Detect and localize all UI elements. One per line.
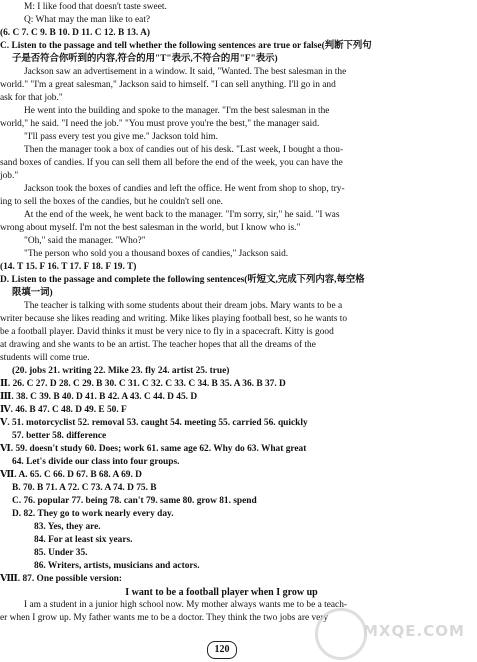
text-line: wrong about myself. I'm not the best salesman in the world, but I know who is.": [0, 223, 301, 233]
text-line: "Oh," said the manager. "Who?": [24, 236, 146, 246]
text-line: M: I like food that doesn't taste sweet.: [24, 2, 167, 12]
text-line: 85. Under 35.: [34, 548, 88, 558]
text-line: "The person who sold you a thousand boxes of candies," Jackson said.: [24, 249, 289, 259]
text-line: 57. better 58. difference: [12, 431, 107, 441]
text-line: Ⅳ. 46. B 47. C 48. D 49. E 50. F: [0, 405, 127, 415]
text-line: sand boxes of candies. If you can sell them all before the end of the week, you can have the: [0, 158, 343, 168]
text-line: I want to be a football player when I grow up: [125, 587, 318, 598]
text-line: I am a student in a junior high school now. My mother always wants me to be a teach-: [24, 600, 348, 610]
text-line: Jackson took the boxes of candies and left the office. He went from shop to shop, try-: [24, 184, 345, 194]
text-line: (6. C 7. C 9. B 10. D 11. C 12. B 13. A): [0, 28, 151, 38]
text-line: He went into the building and spoke to the manager. "I'm the best salesman in the: [24, 106, 330, 116]
page-number: 120: [207, 641, 237, 659]
watermark-text: MXQE.COM: [363, 622, 465, 640]
text-line: C. Listen to the passage and tell whether the following sentences are true or false(判断下列句: [0, 41, 372, 51]
text-line: B. 70. B 71. A 72. C 73. A 74. D 75. B: [12, 483, 157, 493]
text-line: world." "I'm a great salesman," Jackson said to himself. "I can sell anything. I'll go in and: [0, 80, 336, 90]
text-line: The teacher is talking with some students about their dream jobs. Mary wants to be a: [24, 301, 343, 311]
text-line: (14. T 15. F 16. T 17. F 18. F 19. T): [0, 262, 137, 272]
text-line: D. 82. They go to work nearly every day.: [12, 509, 174, 519]
watermark: [311, 608, 465, 654]
text-line: At the end of the week, he went back to the manager. "I'm sorry, sir," he said. "I was: [24, 210, 340, 220]
text-line: 限填一词): [12, 288, 53, 298]
text-line: be a football player. David thinks it must be very nice to fly in a spacecraft. Kitty is good: [0, 327, 334, 337]
text-line: Then the manager took a box of candies out of his desk. "Last week, I bought a thou-: [24, 145, 344, 155]
text-line: D. Listen to the passage and complete the following sentences(听短文,完成下列内容,每空格: [0, 275, 365, 285]
text-line: Ⅷ. 87. One possible version:: [0, 574, 122, 584]
text-line: C. 76. popular 77. being 78. can't 79. same 80. grow 81. spend: [12, 496, 257, 506]
text-line: 64. Let's divide our class into four groups.: [12, 457, 180, 467]
text-line: er when I grow up. My father wants me to be a doctor. They think the two jobs are very: [0, 613, 329, 623]
text-line: at drawing and she wants to be an artist. The teacher hopes that all the dreams of the: [0, 340, 316, 350]
text-line: Ⅱ. 26. C 27. D 28. C 29. B 30. C 31. C 32. C 33. C 34. B 35. A 36. B 37. D: [0, 379, 286, 389]
text-line: "I'll pass every test you give me." Jackson told him.: [24, 132, 218, 142]
text-line: (20. jobs 21. writing 22. Mike 23. fly 24. artist 25. true): [12, 366, 230, 376]
text-line: Ⅵ. 59. doesn't study 60. Does; work 61. same age 62. Why do 63. What great: [0, 444, 307, 454]
text-line: writer because she likes reading and writing. Mike likes playing football best, so he wants to: [0, 314, 348, 324]
text-line: 83. Yes, they are.: [34, 522, 101, 532]
watermark-logo-icon: [315, 608, 367, 660]
text-line: world," he said. "I need the job." "You must prove you're the best," the manager said.: [0, 119, 320, 129]
text-line: 86. Writers, artists, musicians and actors.: [34, 561, 200, 571]
text-line: Ⅴ. 51. motorcyclist 52. removal 53. caught 54. meeting 55. carried 56. quickly: [0, 418, 308, 428]
text-line: students will come true.: [0, 353, 90, 363]
text-line: 子是否符合你听到的内容,符合的用"T"表示,不符合的用"F"表示): [12, 54, 278, 64]
text-line: ask for that job.": [0, 93, 63, 103]
text-line: Ⅲ. 38. C 39. B 40. D 41. B 42. A 43. C 44. D 45. D: [0, 392, 198, 402]
text-line: 84. For at least six years.: [34, 535, 133, 545]
text-line: job.": [0, 171, 19, 181]
text-line: ing to sell the boxes of the candies, but he couldn't sell one.: [0, 197, 223, 207]
text-line: Ⅶ. A. 65. C 66. D 67. B 68. A 69. D: [0, 470, 142, 480]
text-line: Q: What may the man like to eat?: [24, 15, 151, 25]
text-line: Jackson saw an advertisement in a window. It said, "Wanted. The best salesman in the: [24, 67, 347, 77]
